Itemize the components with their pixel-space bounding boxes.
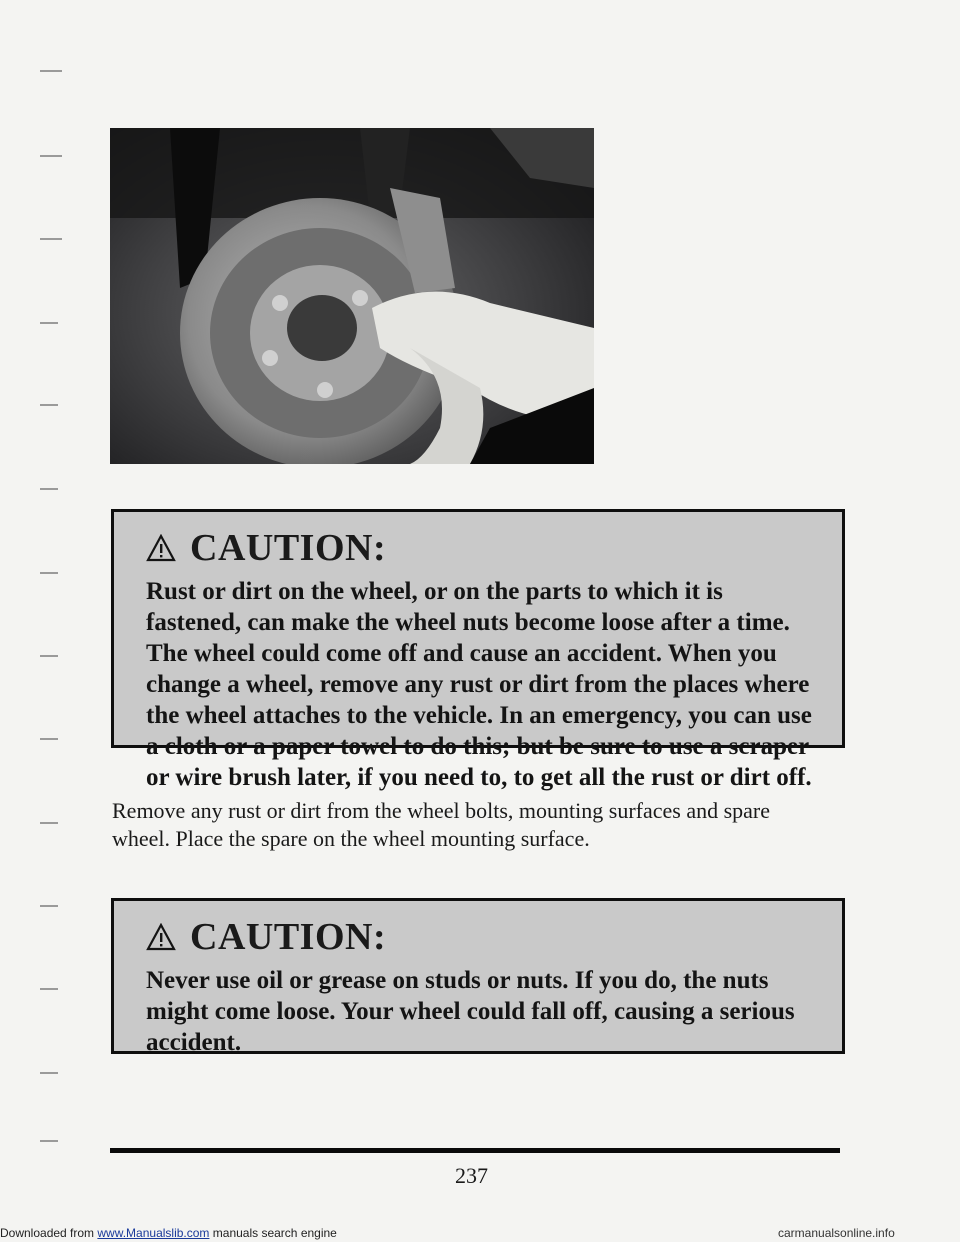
caution-box-oil-grease xyxy=(111,898,845,1054)
caution-text: Never use oil or grease on studs or nuts. If you do, the nuts might come loose. Your wheel could fall off, causing a serious accident. xyxy=(146,967,795,1056)
warning-triangle-icon xyxy=(146,923,176,951)
margin-mark xyxy=(40,70,62,72)
margin-mark xyxy=(40,572,58,574)
margin-mark xyxy=(40,322,58,324)
footer-prefix: Downloaded from xyxy=(0,1226,98,1240)
margin-mark xyxy=(40,905,58,907)
margin-mark xyxy=(40,655,58,657)
margin-mark xyxy=(40,238,62,240)
manualslib-link[interactable]: www.Manualslib.com xyxy=(97,1226,210,1240)
margin-mark xyxy=(40,822,58,824)
margin-mark xyxy=(40,1140,58,1142)
margin-mark xyxy=(40,738,58,740)
caution-title: CAUTION: xyxy=(190,916,387,958)
instruction-paragraph: Remove any rust or dirt from the wheel bolts, mounting surfaces and spare wheel. Place the spare on the wheel mounting surface. xyxy=(112,798,771,851)
margin-mark xyxy=(40,1072,58,1074)
margin-mark xyxy=(40,988,58,990)
margin-mark xyxy=(40,155,62,157)
footer-suffix: manuals search engine xyxy=(209,1226,337,1240)
download-footer xyxy=(0,1226,337,1240)
wheel-hub-photo xyxy=(110,128,594,464)
margin-mark xyxy=(40,404,58,406)
warning-triangle-icon xyxy=(146,534,176,562)
wheel-hub-illustration xyxy=(110,128,594,464)
caution-header xyxy=(146,915,812,959)
caution-box-wheel-rust xyxy=(111,509,845,791)
caution-title: CAUTION: xyxy=(190,527,387,569)
caution-text: Rust or dirt on the wheel, or on the parts to which it is fastened, can make the wheel nuts become loose after a time. The wheel could come off and cause an accident. When you change a wheel, remove any rust or dirt from the places where the wheel attaches to the vehicle. In an emergency, you can use a cloth or a paper towel to do this; but be sure to use a scraper or wire brush later, if you need to, to get all the rust or dirt off. xyxy=(146,578,812,791)
page-number: 237 xyxy=(455,1163,488,1188)
watermark-brand: carmanualsonline.info xyxy=(778,1226,895,1240)
caution-header xyxy=(146,526,812,570)
margin-mark xyxy=(40,488,58,490)
page-rule xyxy=(110,1148,840,1153)
